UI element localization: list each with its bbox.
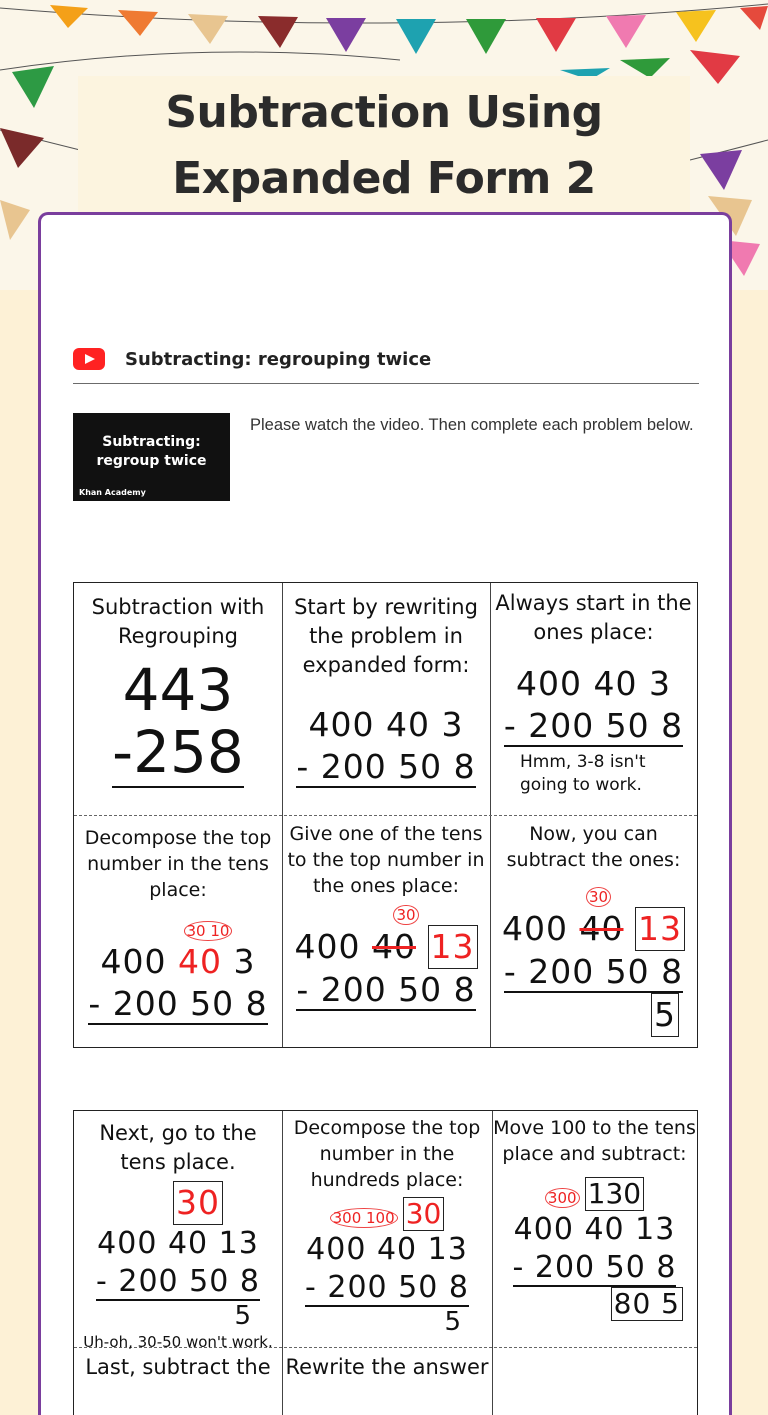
ws2-c2-bottom: - 200 50 8: [305, 1270, 469, 1305]
ws1-c6-mark: 30: [586, 887, 611, 907]
ws2-c3-circle: 300: [545, 1188, 580, 1208]
ws1-c6-caption: Now, you can subtract the ones:: [506, 823, 681, 871]
video-title[interactable]: Subtracting: regrouping twice: [125, 348, 432, 370]
ws2-c2-top: 400 40 13: [306, 1232, 468, 1267]
ws1-c2-caption: Start by rewriting the problem in expanded form:: [294, 595, 478, 677]
ws1-c1-top: 443: [122, 656, 234, 724]
ws2-cell-5: [282, 1347, 492, 1415]
ws1-c3-caption: Always start in the ones place:: [495, 591, 692, 644]
ws1-c5-caption: Give one of the tens to the top number in the ones place:: [287, 823, 485, 897]
page-title-box: [78, 76, 690, 216]
ws1-cell-6: [490, 815, 697, 1047]
ws2-cell-2: [282, 1111, 492, 1347]
ws1-c6-top-c: 13: [635, 907, 685, 951]
ws1-c4-marks: 30 10: [184, 921, 233, 941]
ws2-c1-note: Uh-oh, 30-50 won't work.: [83, 1333, 273, 1351]
ws1-c2-bottom: - 200 50 8: [296, 747, 476, 786]
ws2-c3-caption: Move 100 to the tens place and subtract:: [493, 1117, 696, 1165]
ws2-cell-1: [74, 1111, 282, 1351]
ws1-cell-3: [490, 583, 697, 815]
ws1-c1-caption: Subtraction with Regrouping: [91, 595, 265, 648]
ws2-c2-caption: Decompose the top number in the hundreds place:: [293, 1117, 481, 1191]
ws1-c6-result: 5: [651, 993, 679, 1037]
ws2-c2-mark: 30: [403, 1197, 445, 1231]
ws1-c4-bottom: - 200 50 8: [88, 984, 268, 1023]
ws1-cell-1: [74, 583, 282, 815]
ws2-c2-marks: 300 100: [330, 1208, 398, 1228]
ws2-c3-top: 400 40 13: [513, 1212, 676, 1247]
worksheet-card: [38, 212, 732, 1415]
ws1-c1-bottom: -258: [112, 718, 244, 786]
ws2-cell-4: [74, 1347, 282, 1415]
ws1-c5-mark: 30: [393, 905, 418, 925]
video-thumbnail[interactable]: [73, 413, 230, 501]
page-title: Subtraction Using Expanded Form 2: [165, 87, 603, 204]
ws1-c3-top: 400 40 3: [516, 664, 671, 703]
thumbnail-brand: Khan Academy: [79, 488, 146, 497]
ws1-c3-note: Hmm, 3-8 isn't going to work.: [520, 752, 646, 795]
ws2-c1-bottom: - 200 50 8: [96, 1264, 260, 1299]
ws2-c2-result: 5: [444, 1307, 462, 1337]
ws1-cell-4: [74, 815, 282, 1047]
ws2-c1-result: 5: [234, 1301, 252, 1331]
ws1-c4-top-b: 40: [178, 942, 222, 981]
ws1-c5-top-c: 13: [428, 925, 478, 969]
ws1-c3-bottom: - 200 50 8: [503, 706, 684, 745]
ws2-c1-caption: Next, go to the tens place.: [99, 1121, 257, 1174]
ws1-c4-top-c: 3: [233, 942, 256, 981]
ws2-c3-bottom: - 200 50 8: [512, 1250, 677, 1285]
ws1-cell-2: [282, 583, 490, 815]
ws2-c4-caption: Last, subtract the: [85, 1355, 271, 1379]
youtube-icon[interactable]: [73, 348, 105, 370]
ws1-c5-top-b: 40: [372, 927, 416, 966]
ws1-c6-bottom: - 200 50 8: [503, 952, 684, 991]
ws2-c5-caption: Rewrite the answer: [285, 1355, 489, 1379]
ws2-c1-mark: 30: [173, 1181, 223, 1225]
ws2-cell-3: [492, 1111, 697, 1347]
ws1-c4-caption: Decompose the top number in the tens place:: [84, 827, 272, 901]
ws1-c6-top-b: 40: [579, 909, 624, 948]
worksheet-image-2: [73, 1110, 698, 1415]
worksheet-image-1: [73, 582, 698, 1048]
ws1-c5-bottom: - 200 50 8: [296, 970, 476, 1009]
ws1-c6-top-a: 400: [502, 909, 568, 948]
ws1-cell-5: [282, 815, 490, 1047]
ws2-c3-mark: 130: [585, 1177, 644, 1211]
ws1-c4-top-a: 400: [100, 942, 167, 981]
ws2-c1-top: 400 40 13: [97, 1226, 259, 1261]
ws2-c3-result: 80 5: [611, 1287, 683, 1321]
ws1-c5-top-a: 400: [294, 927, 361, 966]
video-header[interactable]: [73, 335, 699, 384]
thumbnail-text: Subtracting: regroup twice: [96, 434, 207, 469]
instructions-text: Please watch the video. Then complete each problem below.: [250, 416, 694, 434]
ws1-c2-top: 400 40 3: [308, 705, 464, 744]
